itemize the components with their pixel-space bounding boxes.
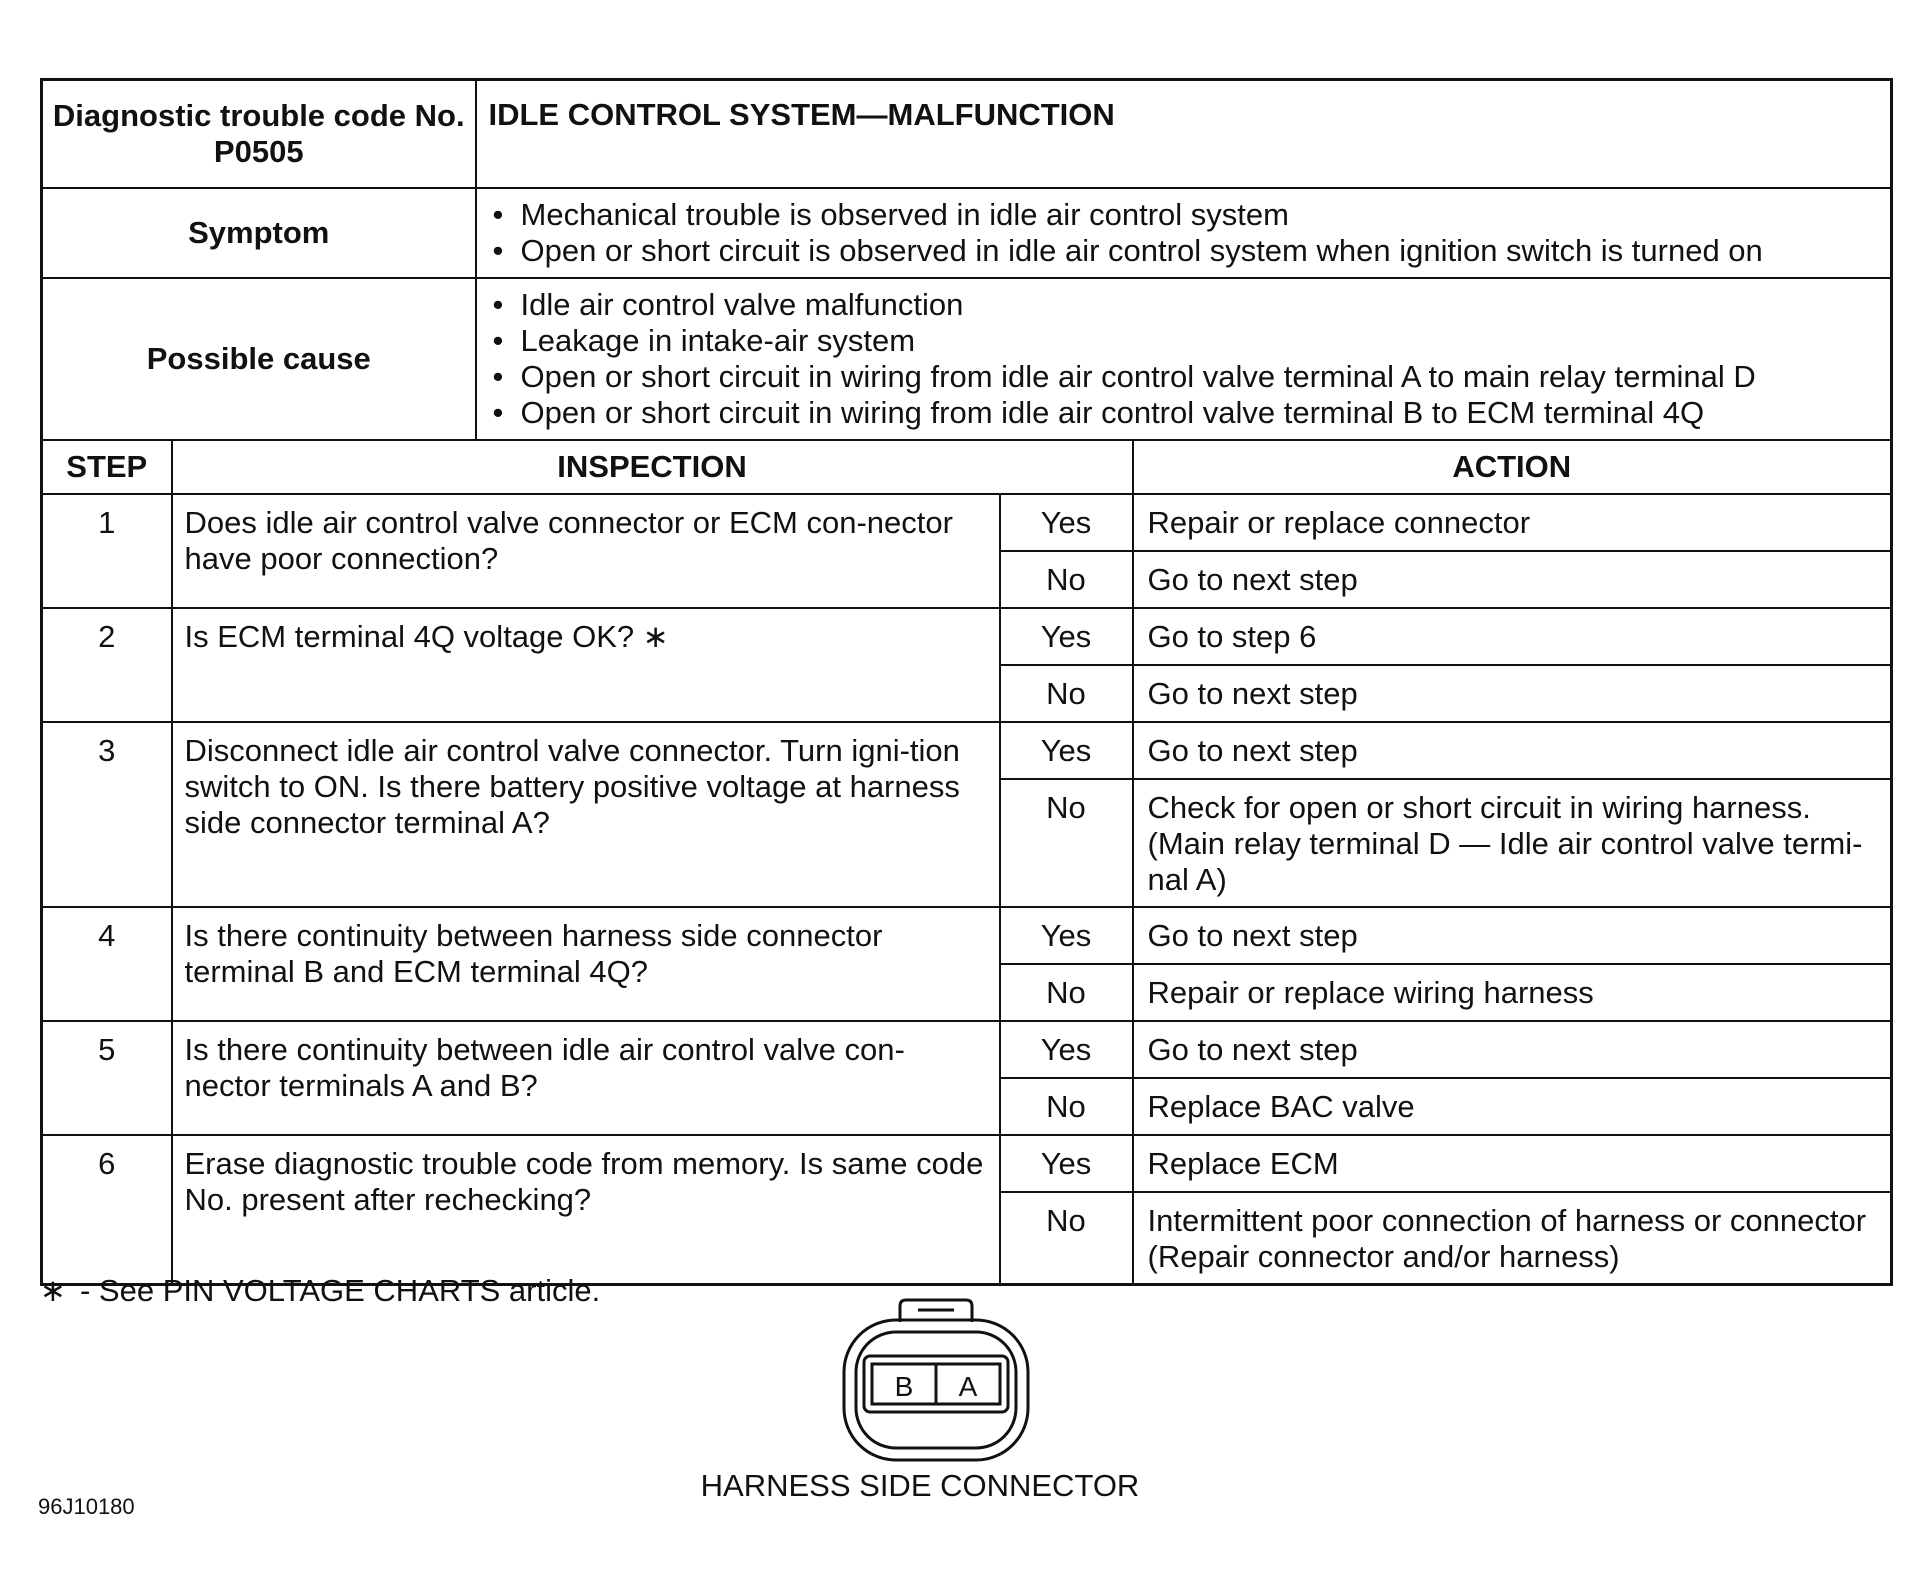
step-number: 1: [42, 494, 172, 608]
inspection-text: Is there continuity between harness side connector terminal B and ECM terminal 4Q?: [172, 907, 1000, 1021]
symptom-item: • Mechanical trouble is observed in idle air control system: [489, 197, 1879, 233]
no-action: Repair or replace wiring harness: [1133, 964, 1892, 1021]
header-row: [42, 80, 1892, 189]
yes-label: Yes: [1000, 907, 1133, 964]
inspection-text: Is ECM terminal 4Q voltage OK? ∗: [172, 608, 1000, 722]
no-action: Check for open or short circuit in wiring harness. (Main relay terminal D — Idle air control valve termi-nal A): [1133, 779, 1892, 907]
no-action: Go to next step: [1133, 551, 1892, 608]
no-label: No: [1000, 665, 1133, 722]
cause-item: • Open or short circuit in wiring from idle air control valve terminal A to main relay terminal D: [489, 359, 1879, 395]
inspection-text: Is there continuity between idle air control valve con-nector terminals A and B?: [172, 1021, 1000, 1135]
yes-action: Go to step 6: [1133, 608, 1892, 665]
step-row: [42, 608, 1892, 665]
yes-action: Go to next step: [1133, 722, 1892, 779]
action-column-header: ACTION: [1133, 440, 1892, 494]
symptom-label: Symptom: [42, 188, 476, 278]
trouble-code-label: Diagnostic trouble code No. P0505: [42, 80, 476, 189]
step-number: 2: [42, 608, 172, 722]
symptom-row: [42, 188, 1892, 278]
malfunction-title: IDLE CONTROL SYSTEM—MALFUNCTION: [476, 80, 1892, 189]
no-label: No: [1000, 551, 1133, 608]
symptom-list-cell: [476, 188, 1892, 278]
step-row: [42, 907, 1892, 964]
yes-action: Go to next step: [1133, 1021, 1892, 1078]
footnote-text: - See PIN VOLTAGE CHARTS article.: [79, 1273, 601, 1308]
inspection-text: Does idle air control valve connector or ECM con-nector have poor connection?: [172, 494, 1000, 608]
inspection-text: Disconnect idle air control valve connector. Turn igni-tion switch to ON. Is there battery positive voltage at harness side connector terminal A?: [172, 722, 1000, 907]
no-label: No: [1000, 1192, 1133, 1285]
inspection-column-header: INSPECTION: [172, 440, 1133, 494]
figure-code: 96J10180: [38, 1494, 135, 1519]
column-header-row: [42, 440, 1892, 494]
step-number: 6: [42, 1135, 172, 1285]
symptom-list: [477, 189, 1891, 277]
no-label: No: [1000, 1078, 1133, 1135]
yes-action: Replace ECM: [1133, 1135, 1892, 1192]
step-row: [42, 494, 1892, 551]
step-column-header: STEP: [42, 440, 172, 494]
terminal-b-label: B: [894, 1371, 914, 1402]
yes-action: Repair or replace connector: [1133, 494, 1892, 551]
yes-label: Yes: [1000, 494, 1133, 551]
no-label: No: [1000, 964, 1133, 1021]
cause-item: • Idle air control valve malfunction: [489, 287, 1879, 323]
connector-caption: HARNESS SIDE CONNECTOR: [700, 1468, 1140, 1503]
yes-label: Yes: [1000, 1135, 1133, 1192]
possible-cause-label: Possible cause: [42, 278, 476, 440]
cause-row: [42, 278, 1892, 440]
cause-item: • Open or short circuit in wiring from idle air control valve terminal B to ECM terminal 4Q: [489, 395, 1879, 431]
cause-item: • Leakage in intake-air system: [489, 323, 1879, 359]
footnote: [40, 1273, 600, 1309]
no-action: Intermittent poor connection of harness or connector (Repair connector and/or harness): [1133, 1192, 1892, 1285]
cause-list: [477, 279, 1891, 439]
step-number: 3: [42, 722, 172, 907]
asterisk-icon: ∗: [40, 1273, 66, 1308]
step-row: [42, 1021, 1892, 1078]
no-action: Replace BAC valve: [1133, 1078, 1892, 1135]
harness-connector-diagram: [838, 1296, 1034, 1466]
inspection-text: Erase diagnostic trouble code from memory. Is same code No. present after rechecking?: [172, 1135, 1000, 1285]
yes-label: Yes: [1000, 722, 1133, 779]
yes-label: Yes: [1000, 1021, 1133, 1078]
step-number: 4: [42, 907, 172, 1021]
no-action: Go to next step: [1133, 665, 1892, 722]
diagnostic-table: [40, 78, 1893, 1286]
step-number: 5: [42, 1021, 172, 1135]
yes-action: Go to next step: [1133, 907, 1892, 964]
symptom-item: • Open or short circuit is observed in idle air control system when ignition switch is turned on: [489, 233, 1879, 269]
step-row: [42, 722, 1892, 779]
cause-list-cell: [476, 278, 1892, 440]
step-row: [42, 1135, 1892, 1192]
no-label: No: [1000, 779, 1133, 907]
terminal-a-label: A: [958, 1371, 978, 1402]
yes-label: Yes: [1000, 608, 1133, 665]
